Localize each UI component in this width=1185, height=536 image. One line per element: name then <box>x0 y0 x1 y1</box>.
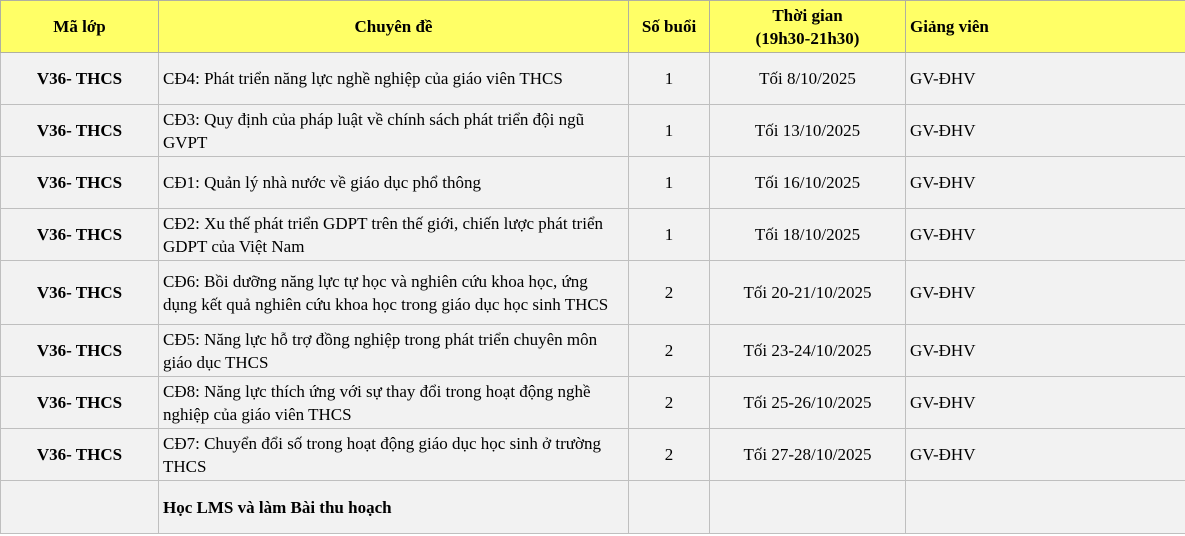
cell-time: Tối 18/10/2025 <box>710 209 906 261</box>
table-row <box>1 377 1185 429</box>
cell-sessions: 1 <box>629 157 710 209</box>
cell-topic-lms: Học LMS và làm Bài thu hoạch <box>159 481 629 534</box>
cell-lecturer <box>906 481 1185 534</box>
cell-lecturer: GV-ĐHV <box>906 325 1185 377</box>
table-row <box>1 53 1185 105</box>
header-lecturer: Giảng viên <box>906 1 1185 53</box>
cell-class-code: V36- THCS <box>1 261 159 325</box>
cell-time: Tối 25-26/10/2025 <box>710 377 906 429</box>
cell-topic: CĐ2: Xu thế phát triển GDPT trên thế giới, chiến lược phát triển GDPT của Việt Nam <box>159 209 629 261</box>
cell-class-code <box>1 481 159 534</box>
cell-class-code: V36- THCS <box>1 325 159 377</box>
header-time-line2: (19h30-21h30) <box>755 28 860 48</box>
cell-time: Tối 8/10/2025 <box>710 53 906 105</box>
header-time-line1: Thời gian <box>772 5 843 25</box>
cell-lecturer: GV-ĐHV <box>906 105 1185 157</box>
cell-sessions: 2 <box>629 429 710 481</box>
cell-time: Tối 27-28/10/2025 <box>710 429 906 481</box>
cell-lecturer: GV-ĐHV <box>906 53 1185 105</box>
header-time <box>710 1 906 53</box>
cell-class-code: V36- THCS <box>1 429 159 481</box>
cell-time: Tối 13/10/2025 <box>710 105 906 157</box>
cell-topic: CĐ3: Quy định của pháp luật về chính sách phát triển đội ngũ GVPT <box>159 105 629 157</box>
table-row <box>1 429 1185 481</box>
header-row <box>1 1 1185 53</box>
cell-time: Tối 20-21/10/2025 <box>710 261 906 325</box>
cell-lecturer: GV-ĐHV <box>906 377 1185 429</box>
cell-class-code: V36- THCS <box>1 377 159 429</box>
cell-time: Tối 23-24/10/2025 <box>710 325 906 377</box>
header-sessions: Số buổi <box>629 1 710 53</box>
cell-class-code: V36- THCS <box>1 157 159 209</box>
header-topic: Chuyên đề <box>159 1 629 53</box>
cell-class-code: V36- THCS <box>1 209 159 261</box>
cell-sessions: 1 <box>629 105 710 157</box>
cell-sessions: 2 <box>629 261 710 325</box>
table-row <box>1 157 1185 209</box>
table-row <box>1 481 1185 534</box>
cell-time <box>710 481 906 534</box>
cell-sessions <box>629 481 710 534</box>
cell-lecturer: GV-ĐHV <box>906 429 1185 481</box>
header-class-code: Mã lớp <box>1 1 159 53</box>
cell-topic: CĐ8: Năng lực thích ứng với sự thay đổi trong hoạt động nghề nghiệp của giáo viên THCS <box>159 377 629 429</box>
table-row <box>1 325 1185 377</box>
cell-topic: CĐ1: Quản lý nhà nước về giáo dục phổ thông <box>159 157 629 209</box>
cell-topic: CĐ4: Phát triển năng lực nghề nghiệp của giáo viên THCS <box>159 53 629 105</box>
cell-class-code: V36- THCS <box>1 53 159 105</box>
cell-topic: CĐ6: Bồi dưỡng năng lực tự học và nghiên cứu khoa học, ứng dụng kết quả nghiên cứu khoa học trong giáo dục học sinh THCS <box>159 261 629 325</box>
cell-sessions: 2 <box>629 377 710 429</box>
table-row <box>1 105 1185 157</box>
cell-lecturer: GV-ĐHV <box>906 261 1185 325</box>
cell-class-code: V36- THCS <box>1 105 159 157</box>
table-row <box>1 261 1185 325</box>
cell-sessions: 2 <box>629 325 710 377</box>
cell-topic: CĐ5: Năng lực hỗ trợ đồng nghiệp trong phát triển chuyên môn giáo dục THCS <box>159 325 629 377</box>
cell-lecturer: GV-ĐHV <box>906 157 1185 209</box>
cell-sessions: 1 <box>629 53 710 105</box>
cell-lecturer: GV-ĐHV <box>906 209 1185 261</box>
cell-time: Tối 16/10/2025 <box>710 157 906 209</box>
cell-topic: CĐ7: Chuyển đổi số trong hoạt động giáo dục học sinh ở trường THCS <box>159 429 629 481</box>
table-row <box>1 209 1185 261</box>
cell-sessions: 1 <box>629 209 710 261</box>
